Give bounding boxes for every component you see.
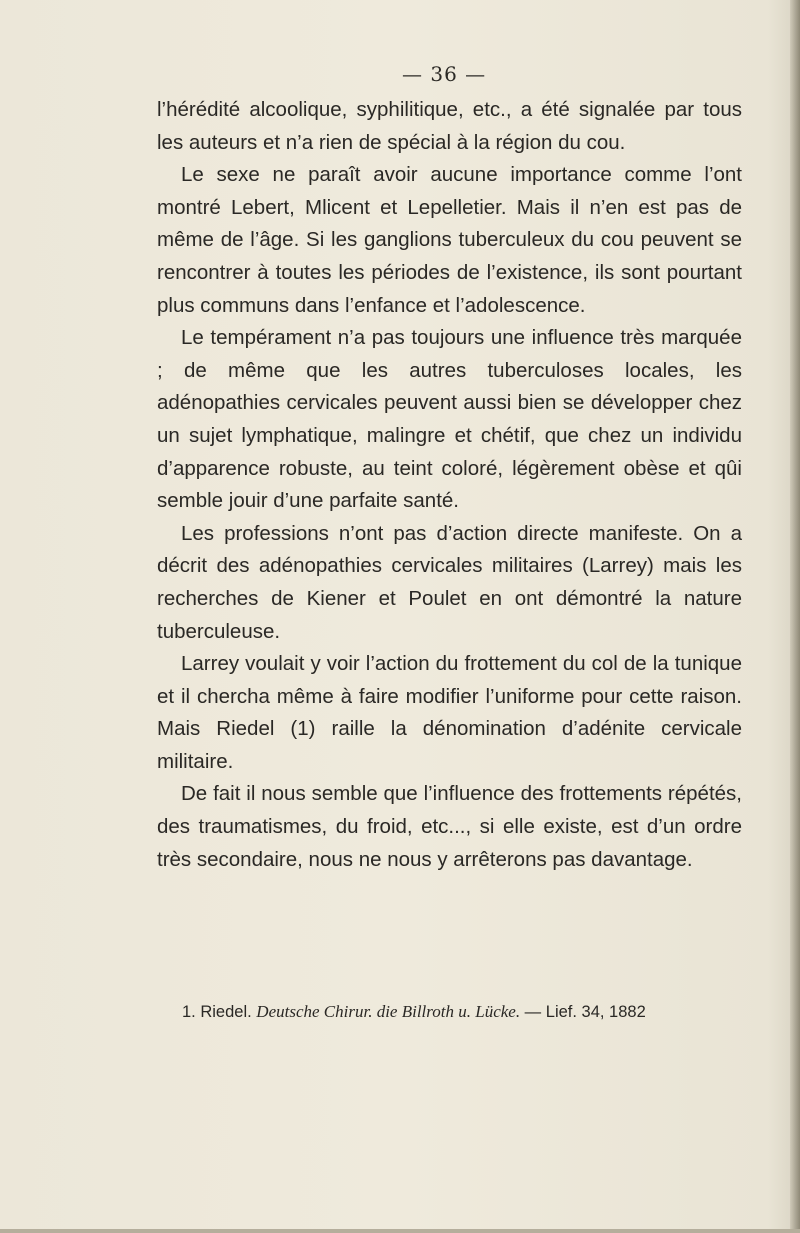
page-edge-shadow [790,0,800,1233]
footnote-title: Deutsche Chirur. die Billroth u. Lücke. [256,1002,521,1021]
page-bottom-edge [0,1229,800,1233]
paragraph-larrey: Larrey voulait y voir l’action du frottement du col de la tunique et il chercha même à faire modifier l’uniforme pour cette raison. Mais Riedel (1) raille la dénomination d’adénite cervicale militaire. [157,652,742,773]
footnote-prefix: 1. Riedel. [182,1003,257,1021]
paragraph-sex-age: Le sexe ne paraît avoir aucune importance comme l’ont montré Lebert, Mlicent et Lepelletier. Mais il n’en est pas de même de l’âge. Si les ganglions tuberculeux du cou peuvent se rencontrer à toutes les périodes de l’existence, ils sont pourtant plus communs dans l’enfance et l’adolescence. [157,163,742,317]
footnote-suffix: — Lief. 34, 1882 [520,1003,646,1021]
paragraph-conclusion: De fait il nous semble que l’influence des frottements répétés, des traumatismes, du froid, etc..., si elle existe, est d’un ordre très secondaire, nous ne nous y arrêterons pas davantage. [157,782,742,871]
paragraph-professions: Les professions n’ont pas d’action directe manifeste. On a décrit des adénopathies cervicales militaires (Larrey) mais les recherches de Kiener et Poulet en ont démontré la nature tuberculeuse. [157,521,742,643]
footnote [182,1002,646,1022]
paragraph-heredity: l’hérédité alcoolique, syphilitique, etc., a été signalée par tous les auteurs et n’a rien de spécial à la région du cou. [157,98,742,154]
page-number: — 36 — [402,62,487,86]
paragraph-temperament: Le tempérament n’a pas toujours une influence très marquée ; de même que les autres tuberculoses locales, les adénopathies cervicales peuvent aussi bien se développer chez un sujet lymphatique, malingre et chétif, que chez un individu d’apparence robuste, au teint coloré, légèrement obèse et qûi semble jouir d’une parfaite santé. [157,326,742,513]
body-text [157,94,742,876]
